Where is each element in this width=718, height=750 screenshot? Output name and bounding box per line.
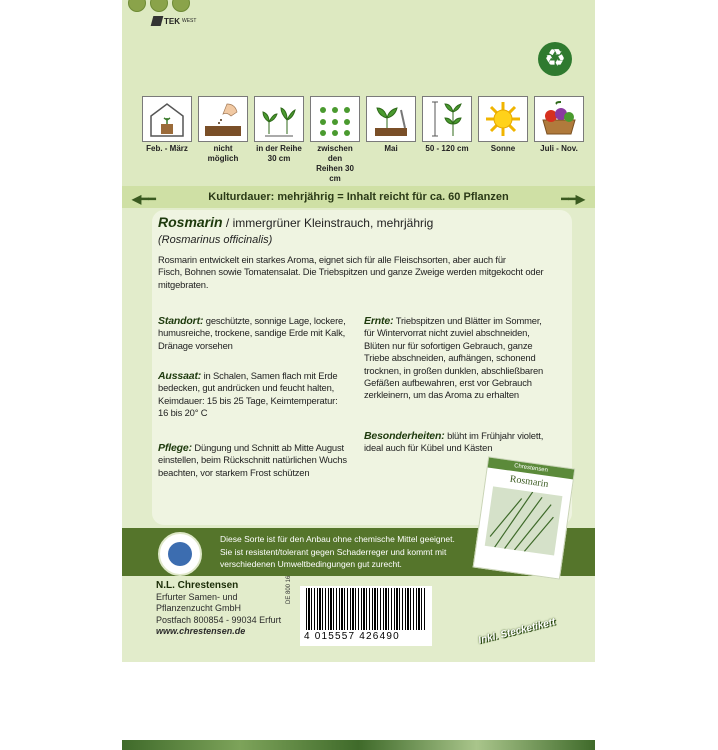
- tek-small: WEST: [182, 18, 197, 24]
- arrow-left-icon: ◀━━: [132, 192, 156, 206]
- icon-greenhouse: [142, 96, 192, 184]
- eco-line: verschiedenen Umweltbedingungen gut zurecht.: [220, 559, 402, 569]
- section-line: Triebe abschneiden, aufhängen, schonend: [364, 352, 536, 364]
- address-line: Pflanzenzucht GmbH: [156, 603, 242, 613]
- website-link[interactable]: www.chrestensen.de: [156, 626, 246, 636]
- section-line: Dränage vorsehen: [158, 339, 233, 351]
- pflege-section: [158, 442, 347, 479]
- section-line: einstellen, beim Rückschnitt natürlichen Wuchs: [158, 454, 347, 466]
- icon-label: nicht möglich: [207, 144, 239, 163]
- seed-packet-back: [122, 0, 595, 662]
- icon-label: Sonne: [490, 144, 516, 153]
- intro-line: mitgebraten.: [158, 278, 209, 290]
- section-line: trocknen, in großen dunklen, abschließbaren: [364, 364, 544, 376]
- kulturdauer-bar: [122, 186, 595, 208]
- intro-line: Fisch, Bohnen sowie Tomatensalat. Die Triebspitzen und ganze Zweige werden mitgekocht oder: [158, 266, 544, 278]
- address-line: Erfurter Samen- und: [156, 591, 238, 602]
- ernte-section: [364, 315, 543, 402]
- icon-harvest: [534, 96, 584, 184]
- top-dots: [128, 0, 190, 12]
- next-image-strip: [122, 740, 595, 750]
- title-sep: /: [222, 216, 233, 230]
- standort-heading: Standort:: [158, 315, 204, 327]
- icon-between-rows: [310, 96, 360, 184]
- eco-line: Sie ist resistent/tolerant gegen Schaderreger und kommt mit: [220, 546, 447, 557]
- icon-label: zwischen den Reihen 30 cm: [316, 144, 354, 183]
- icon-hand-sowing: [198, 96, 248, 184]
- section-line: Keimdauer: 15 bis 25 Tage, Keimtemperatur:: [158, 394, 338, 406]
- barcode-number: 4 015557 426490: [304, 631, 400, 642]
- cultivation-icons: [142, 96, 584, 184]
- plant-desc: immergrüner Kleinstrauch, mehrjährig: [232, 216, 434, 230]
- icon-label: Juli - Nov.: [540, 144, 578, 153]
- besonderheiten-section: [364, 430, 543, 455]
- hand-sowing-icon: [203, 100, 243, 138]
- pflege-heading: Pflege:: [158, 442, 192, 454]
- height-icon: [427, 100, 467, 138]
- section-line: Triebspitzen und Blätter im Sommer,: [393, 315, 542, 326]
- aussaat-heading: Aussaat:: [158, 370, 202, 382]
- address-block: [156, 580, 281, 638]
- intro-line: Rosmarin entwickelt ein starkes Aroma, eignet sich für alle Fleischsorten, aber auch für: [158, 254, 506, 265]
- row-spacing-icon: [259, 100, 299, 138]
- greenhouse-icon: [147, 100, 187, 138]
- barcode: [300, 586, 432, 646]
- ernte-heading: Ernte:: [364, 315, 394, 327]
- eco-badge-icon: [158, 532, 202, 576]
- eco-line: Diese Sorte ist für den Anbau ohne chemische Mittel geeignet.: [220, 534, 455, 544]
- address-line: Postfach 800854 - 99034 Erfurt: [156, 614, 282, 625]
- stecketikett-label: Inkl. Stecketikett: [477, 616, 557, 647]
- tek-logo-icon: [151, 16, 164, 26]
- arrow-right-icon: ━━▶: [561, 192, 585, 206]
- section-line: für Wintervorrat nicht zuviel abschneiden,: [364, 327, 530, 339]
- dot-icon: [150, 0, 168, 12]
- section-line: Gefäßen aufbewahren, erst vor Gebrauch: [364, 377, 532, 389]
- dot-icon: [172, 0, 190, 12]
- icon-label: Mai: [384, 144, 398, 153]
- product-code: DE 800 16: [286, 575, 292, 604]
- icon-planting: [366, 96, 416, 184]
- icon-height: [422, 96, 472, 184]
- standort-section: [158, 315, 346, 352]
- section-line: 16 bis 20° C: [158, 407, 208, 419]
- plant-name: Rosmarin: [158, 214, 223, 230]
- section-line: bedecken, gut andrücken und feucht halten,: [158, 382, 335, 394]
- sun-icon: [483, 100, 523, 138]
- green-dot-recycle-icon: ♻: [538, 42, 572, 76]
- aussaat-section: [158, 370, 338, 420]
- section-line: humusreiche, trockene, sandige Erde mit Kalk,: [158, 327, 346, 339]
- tag-brand: Chrestensen: [488, 458, 575, 480]
- icon-label: 50 - 120 cm: [425, 144, 469, 153]
- company-name: N.L. Chrestensen: [156, 580, 239, 591]
- tek-logo: [152, 16, 196, 26]
- section-line: Düngung und Schnitt ab Mitte August: [191, 442, 344, 453]
- plant-title: [158, 214, 433, 230]
- section-line: zerkleinern, um das Aroma zu erhalten: [364, 389, 519, 401]
- latin-name: (Rosmarinus officinalis): [158, 234, 273, 246]
- icon-row-spacing: [254, 96, 304, 184]
- rosemary-photo-icon: [485, 486, 563, 555]
- kulturdauer-text: Kulturdauer: mehrjährig = Inhalt reicht für ca. 60 Pflanzen: [208, 191, 509, 203]
- section-line: in Schalen, Samen flach mit Erde: [201, 370, 338, 381]
- section-line: blüht im Frühjahr violett,: [444, 430, 544, 441]
- section-line: beachten, vor starkem Frost schützen: [158, 466, 310, 478]
- intro-text: [158, 254, 544, 291]
- icon-sun: [478, 96, 528, 184]
- section-line: Blüten nur für sofortigen Gebrauch, ganze: [364, 339, 533, 351]
- eco-text: [220, 533, 470, 571]
- between-rows-icon: [315, 100, 355, 138]
- section-line: ideal auch für Kübel und Kästen: [364, 442, 493, 454]
- harvest-basket-icon: [539, 100, 579, 138]
- tek-label: TEK: [164, 16, 180, 26]
- barcode-bars-icon: [306, 588, 426, 630]
- planting-icon: [371, 100, 411, 138]
- section-line: geschützte, sonnige Lage, lockere,: [203, 315, 346, 326]
- tag-name: Rosmarin: [509, 473, 550, 491]
- icon-label: in der Reihe 30 cm: [256, 144, 302, 163]
- dot-icon: [128, 0, 146, 12]
- icon-label: Feb. - März: [146, 144, 188, 153]
- besonderheiten-heading: Besonderheiten:: [364, 430, 445, 442]
- plant-tag: [473, 456, 576, 579]
